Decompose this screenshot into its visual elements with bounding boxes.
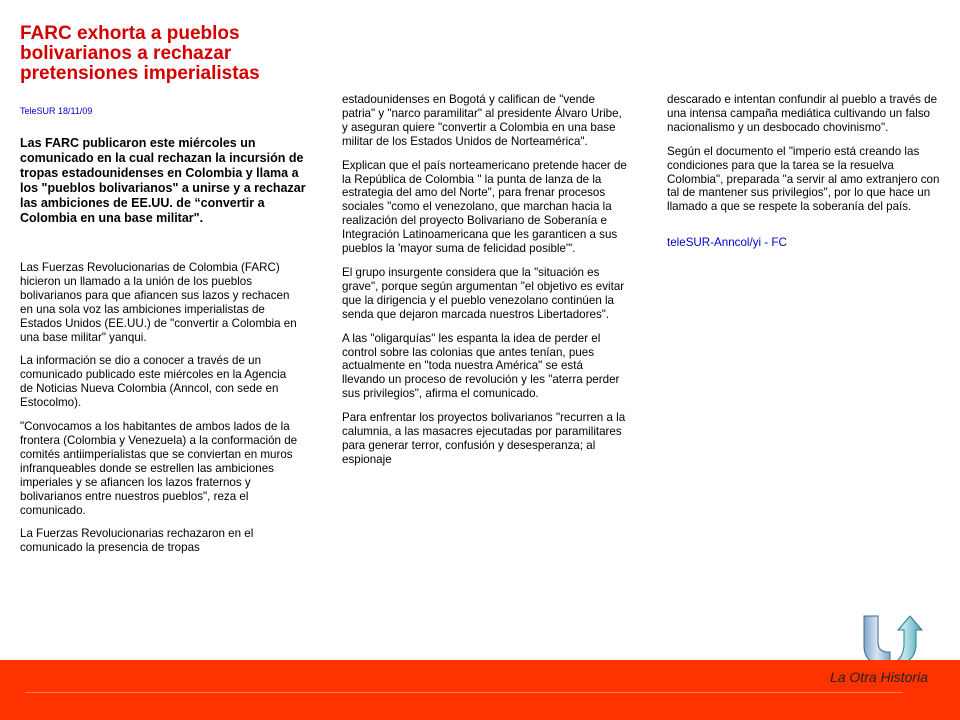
paragraph: estadounidenses en Bogotá y califican de "vende patria" y "narco paramilitar" al presidente Álvaro Uribe, y aseguran quiere "convertir a Colombia en una base militar de los Estados Unidos de Norteamérica". <box>342 93 622 148</box>
paragraph: La Fuerzas Revolucionarias rechazaron en el comunicado la presencia de tropas <box>20 527 254 555</box>
article-column-1 <box>20 261 300 565</box>
paragraph: "Convocamos a los habitantes de ambos lados de la frontera (Colombia y Venezuela) a la conformación de comités antiimperialistas que se conviertan en muros infranqueables donde se estrellen las ambiciones imperiales y se afiancen los lazos fraternos y bolivarianos entre nuestros pueblos", reza el comunicado. <box>20 420 298 517</box>
article-column-3 <box>667 93 947 260</box>
paragraph: La información se dio a conocer a través de un comunicado publicado este miércoles en la Agencia de Noticias Nueva Colombia (Anncol, con sede en Estocolmo). <box>20 354 287 410</box>
article-title: FARC exhorta a pueblos bolivarianos a rechazar pretensiones imperialistas <box>20 23 260 84</box>
footer-divider <box>25 692 903 693</box>
article-column-2 <box>342 93 627 477</box>
footer-bar <box>0 660 960 720</box>
u-turn-arrow-icon[interactable] <box>858 612 928 666</box>
article-lead: Las FARC publicaron este miércoles un comunicado en la cual rechazan la incursión de tropas estadounidenses en Colombia y llama a los "pueblos bolivarianos" a unirse y a rechazar las ambiciones de EE.UU. de “convertir a Colombia en una base militar". <box>20 136 306 225</box>
paragraph: El grupo insurgente considera que la "situación es grave", porque según argumentan "el objetivo es evitar que la dirigencia y el pueblo venezolano continúen la senda que dejaron marcada nuestros Libertadores". <box>342 265 625 321</box>
paragraph: Las Fuerzas Revolucionarias de Colombia (FARC) hicieron un llamado a la unión de los pueblos bolivarianos para que afiancen sus lazos y rechacen en una sola voz las ambiciones imperialistas de Estados Unidos (EE.UU.) de "convertir a Colombia en una base militar" yanqui. <box>20 261 297 344</box>
article-dateline: TeleSUR 18/11/09 <box>20 106 93 116</box>
article-credit: teleSUR-Anncol/yi - FC <box>667 236 787 250</box>
paragraph: Para enfrentar los proyectos bolivarianos "recurren a la calumnia, a las masacres ejecutadas por paramilitares para generar terror, confusión y desesperanza; al espionaje <box>342 411 626 466</box>
paragraph: Explican que el país norteamericano pretende hacer de la República de Colombia " la punta de lanza de la estrategia del amo del Norte", para frenar procesos sociales "como el venezolano, que marchan hacia la realización del proyecto Bolivariano de Soberanía e Integración Latinoamericana que les garanticen a sus pueblos la 'mayor suma de felicidad posible'". <box>342 158 627 256</box>
paragraph: descarado e intentan confundir al pueblo a través de una intensa campaña mediática cultivando un falso nacionalismo y un desbocado chovinismo". <box>667 93 938 134</box>
paragraph: A las "oligarquías" les espanta la idea de perder el control sobre las colonias que antes tenían, pues actualmente en "toda nuestra América" se está llevando un proceso de revolución y les "aterra perder sus privilegios", afirma el comunicado. <box>342 331 620 401</box>
footer-label: La Otra Historia <box>829 669 928 685</box>
paragraph: Según el documento el "imperio está creando las condiciones para que la tarea se la resuelva Colombia", preparada "a servir al amo extranjero con tal de mantener sus privilegios", por lo que hace un llamado a que se respete la soberanía del país. <box>667 144 940 214</box>
